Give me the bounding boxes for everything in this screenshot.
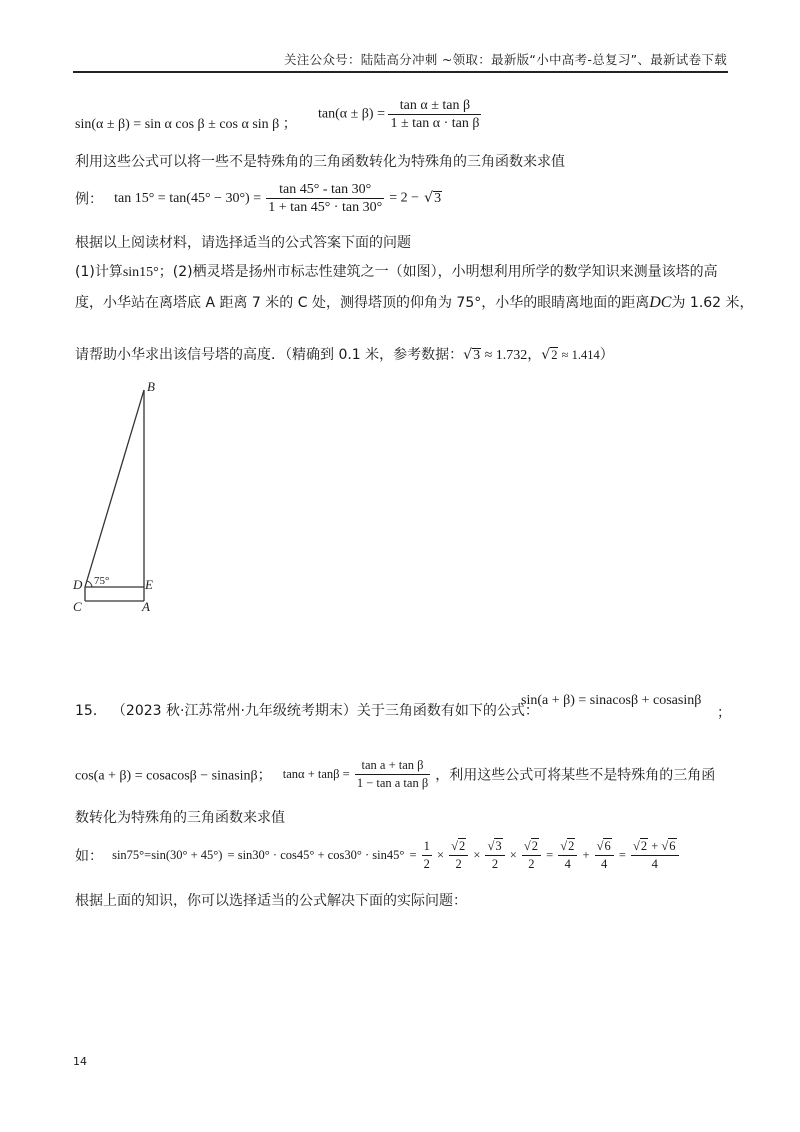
times-sign: ×: [473, 848, 481, 862]
ref-sqrt2: [541, 348, 599, 362]
example-sqrt: [424, 191, 442, 206]
sum-formula-sin: sin(α ± β) = sin α cos β ± cos α sin β ；: [75, 117, 297, 132]
fraction-denominator: 1 − tan a tan β: [356, 776, 429, 790]
times-sign: ×: [509, 848, 517, 862]
intro-paragraph: 利用这些公式可以将一些不是特殊角的三角函数转化为特殊角的三角函数来求值: [75, 154, 565, 170]
label-D: D: [73, 577, 83, 592]
p15-example-a: sin75°=sin(30° + 45°): [112, 848, 223, 862]
fraction-numerator: tan 45° - tan 30°: [266, 181, 384, 199]
radicand: 2: [531, 839, 538, 853]
example-label: 例：: [75, 191, 103, 208]
sum-formula-tan: [318, 97, 481, 132]
fraction-numerator: √6: [595, 838, 614, 856]
fraction-numerator: √2: [449, 838, 468, 856]
p15-closing: 根据上面的知识，你可以选择适当的公式解决下面的实际问题：: [75, 893, 467, 909]
fraction-denominator: 1 ± tan α · tan β: [390, 116, 480, 131]
question-line-2: [75, 292, 754, 312]
frac-sqrt6-4: [595, 838, 614, 873]
plus-sign: +: [651, 839, 659, 853]
fraction-denominator: 2: [455, 857, 462, 871]
frac-1-2: [422, 838, 432, 873]
q1-part-b: ；(2)栖灵塔是扬州市标志性建筑之一（如图），小明想利用所学的数学知识来测量该塔的高: [158, 264, 718, 280]
angle-arc: [87, 581, 92, 587]
fraction-numerator: √2 + √6: [631, 838, 679, 856]
p15-formula-cos: cos(a + β) = cosacosβ − sinasinβ；: [75, 768, 272, 784]
frac-sum-4: [631, 838, 679, 873]
prompt-paragraph: 根据以上阅读材料，请选择适当的公式答案下面的问题: [75, 235, 411, 251]
radicand: 2: [640, 839, 648, 853]
fraction-denominator: 4: [651, 857, 658, 871]
radicand: 3: [495, 839, 502, 853]
sum-formula-tan-lhs: tan(α ± β) =: [318, 106, 385, 122]
fraction-denominator: 1 + tan 45° · tan 30°: [268, 200, 383, 215]
fraction-numerator: √3: [485, 838, 504, 856]
times-sign: ×: [436, 848, 444, 862]
header-rule: [73, 71, 728, 73]
fraction-denominator: 4: [564, 857, 571, 871]
fraction-numerator: 1: [422, 838, 432, 856]
label-C: C: [73, 599, 82, 614]
p15-example-b: = sin30° · cos45° + cos30° · sin45°: [227, 848, 405, 862]
fraction-denominator: 2: [491, 857, 499, 871]
p15-formula-sin: [521, 693, 701, 709]
radicand: 6: [604, 839, 611, 853]
eq-sign: =: [618, 848, 626, 862]
fraction-numerator: tan α ± tan β: [388, 97, 481, 115]
q1-line2-a: 度，小华站在离塔底 A 距离 7 米的 C 处，测得塔顶的仰角为 75°，小华的眼睛离地面的距离: [75, 295, 650, 311]
fraction-numerator: √2: [522, 838, 541, 856]
example-fraction: [266, 181, 384, 216]
question-line-1: [75, 261, 718, 281]
label-A: A: [142, 599, 150, 614]
q1-line2-b: 为 1.62 米，: [671, 295, 754, 311]
fraction-denominator: 2: [423, 857, 430, 871]
p15-example: [75, 838, 679, 873]
fraction-denominator: 2: [528, 857, 535, 871]
label-E: E: [145, 577, 153, 592]
sight-line: [85, 390, 144, 587]
eq-sign: =: [546, 848, 554, 862]
page-header: 关注公众号：陆陆高分冲刺 ~领取：最新版“小中高考-总复习”、最新试卷下载: [283, 52, 727, 67]
problem-number: 15．: [75, 703, 107, 719]
p15-formula-line: [75, 757, 715, 792]
ref-value-1: ≈ 1.732: [484, 348, 528, 363]
plus-sign: +: [582, 848, 590, 862]
question-line-3: [75, 344, 614, 364]
radical-sign: √: [541, 347, 551, 363]
p15-semicolon: ；: [717, 705, 731, 721]
ref-sqrt3: [463, 348, 527, 363]
p15-tan-fraction: [355, 757, 430, 792]
sum-formula-tan-fraction: [388, 97, 481, 132]
example-lhs: tan 15° = tan(45° − 30°) =: [114, 190, 262, 206]
fraction-denominator: 4: [601, 857, 608, 871]
frac-sqrt2-2b: [522, 838, 541, 873]
radicand: 3: [434, 191, 442, 206]
ref-close: ）: [599, 347, 614, 363]
problem-source: （2023 秋·江苏常州·九年级统考期末）关于三角函数有如下的公式：: [111, 703, 539, 719]
label-B: B: [147, 379, 155, 394]
eq-sign: =: [409, 848, 417, 862]
angle-label: 75°: [94, 575, 110, 587]
radical-sign: √: [463, 347, 473, 363]
radicand: 2: [458, 839, 466, 853]
q1-line3: 请帮助小华求出该信号塔的高度．（精确到 0.1 米，参考数据：: [75, 347, 464, 363]
fraction-numerator: tan a + tan β: [355, 757, 430, 775]
radicand: 3: [473, 348, 481, 363]
example-rhs: = 2 −: [389, 190, 420, 206]
p15-example-label: 如：: [75, 848, 103, 865]
tower-figure: [62, 375, 172, 615]
q1-line2-math: DC: [649, 294, 672, 311]
example-line: [75, 181, 442, 216]
q1-part-a: (1)计算: [75, 264, 123, 280]
ref-value-2: ≈ 1.414: [561, 348, 600, 362]
ref-separator: ，: [527, 347, 542, 363]
frac-sqrt2-4: [558, 838, 577, 873]
radical-sign: √: [424, 190, 434, 206]
radicand: 2: [551, 348, 558, 362]
q1-math: sin15°: [122, 265, 159, 280]
frac-sqrt3-2: [485, 838, 504, 873]
page-number: 14: [73, 1055, 87, 1068]
p15-line-cont: 数转化为特殊角的三角函数来求值: [75, 810, 285, 826]
radicand: 2: [568, 839, 575, 853]
frac-sqrt2-2: [449, 838, 468, 873]
fraction-numerator: √2: [558, 838, 577, 856]
p15-sin-text: sin(a + β) = sinacosβ + cosasinβ: [521, 693, 702, 708]
radicand: 6: [669, 839, 676, 853]
p15-after-tan: ，利用这些公式可将某些不是特殊角的三角函: [435, 767, 716, 784]
p15-tan-lhs: tanα + tanβ =: [282, 767, 350, 781]
